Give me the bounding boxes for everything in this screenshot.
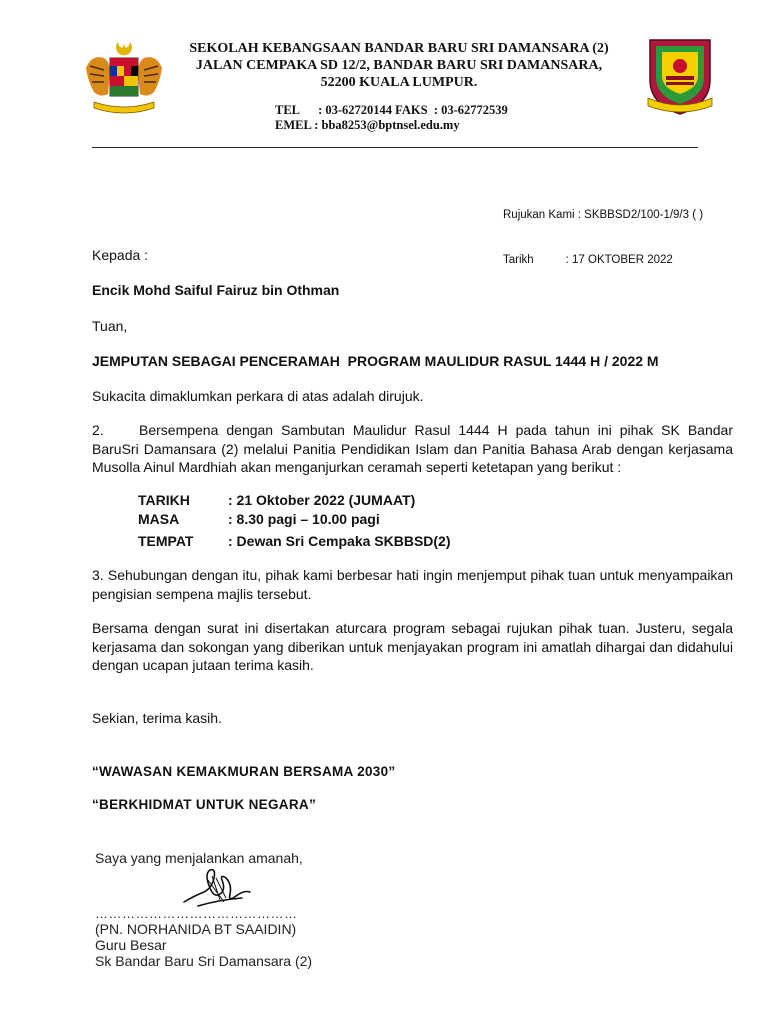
paragraph-4: Bersama dengan surat ini disertakan aturcara program sebagai rujukan pihak tuan. Justeru, segala kerjasama dan sokongan yang diberikan untuk menjayakan program ini amatlah dihargai dan didahului dengan ucapan jutaan terima kasih.: [92, 620, 733, 673]
letterhead-contact: [275, 103, 508, 133]
signatory-title: Guru Besar: [95, 937, 167, 953]
letter-date: Tarikh : 17 OKTOBER 2022: [503, 254, 673, 266]
school-address-line2: 52200 KUALA LUMPUR.: [320, 75, 478, 90]
signatory-name: (PN. NORHANIDA BT SAAIDIN): [95, 921, 297, 937]
paragraph-2: [92, 421, 733, 477]
paragraph-2-text: Bersempena dengan Sambutan Maulidur Rasul 1444 H pada tahun ini pihak SK Bandar BaruSri Damansara (2) melalui Panitia Pendidikan Islam dan Panitia Bahasa Arab dengan kerjasama Musolla Ainul Mardhiah akan menganjurkan ceramah seperti ketetapan yang berikut :: [92, 422, 733, 475]
letterhead-school-info: [170, 40, 628, 91]
coat-of-arms-logo: [82, 38, 166, 116]
school-badge-logo: [642, 36, 718, 116]
reference-block: [503, 178, 703, 283]
detail-row-date: [138, 491, 451, 510]
tel-fax-line: TEL : 03-62720144 FAKS : 03-62772539: [275, 103, 508, 117]
school-address-line1: JALAN CEMPAKA SD 12/2, BANDAR BARU SRI DAMANSARA,: [195, 58, 603, 73]
letterhead-divider: [92, 147, 698, 148]
detail-value: : 21 Oktober 2022 (JUMAAT): [228, 492, 416, 508]
detail-label: TEMPAT: [138, 533, 194, 549]
recipient-name: Encik Mohd Saiful Fairuz bin Othman: [92, 282, 340, 298]
reference-number: Rujukan Kami : SKBBSD2/100-1/9/3 ( ): [503, 209, 704, 221]
detail-row-venue: [138, 532, 451, 551]
closing-line: Sekian, terima kasih.: [92, 710, 222, 726]
detail-value: : Dewan Sri Cempaka SKBBSD(2): [228, 533, 451, 549]
signature-dotted-line: ………………………………………: [95, 906, 298, 921]
detail-label: TARIKH: [138, 492, 190, 508]
salutation: Tuan,: [92, 318, 128, 334]
paragraph-2-number: 2.: [92, 422, 104, 438]
paragraph-1: Sukacita dimaklumkan perkara di atas adalah dirujuk.: [92, 388, 424, 404]
motto-wawasan: “WAWASAN KEMAKMURAN BERSAMA 2030”: [92, 764, 396, 779]
to-label: Kepada :: [92, 247, 149, 263]
letter-subject: JEMPUTAN SEBAGAI PENCERAMAH PROGRAM MAULIDUR RASUL 1444 H / 2022 M: [92, 353, 659, 369]
signatory-school: Sk Bandar Baru Sri Damansara (2): [95, 953, 313, 969]
school-name: SEKOLAH KEBANGSAAN BANDAR BARU SRI DAMANSARA (2): [189, 41, 609, 56]
motto-berkhidmat: “BERKHIDMAT UNTUK NEGARA”: [92, 797, 316, 812]
email-line: EMEL : bba8253@bptnsel.edu.my: [275, 118, 460, 132]
detail-row-time: [138, 510, 451, 529]
signoff-line: Saya yang menjalankan amanah,: [95, 850, 303, 866]
detail-label: MASA: [138, 511, 180, 527]
paragraph-3: 3. Sehubungan dengan itu, pihak kami berbesar hati ingin menjemput pihak tuan untuk menyampaikan pengisian sempena majlis tersebut.: [92, 567, 733, 602]
detail-value: : 8.30 pagi – 10.00 pagi: [228, 511, 380, 527]
event-details: [138, 491, 451, 551]
